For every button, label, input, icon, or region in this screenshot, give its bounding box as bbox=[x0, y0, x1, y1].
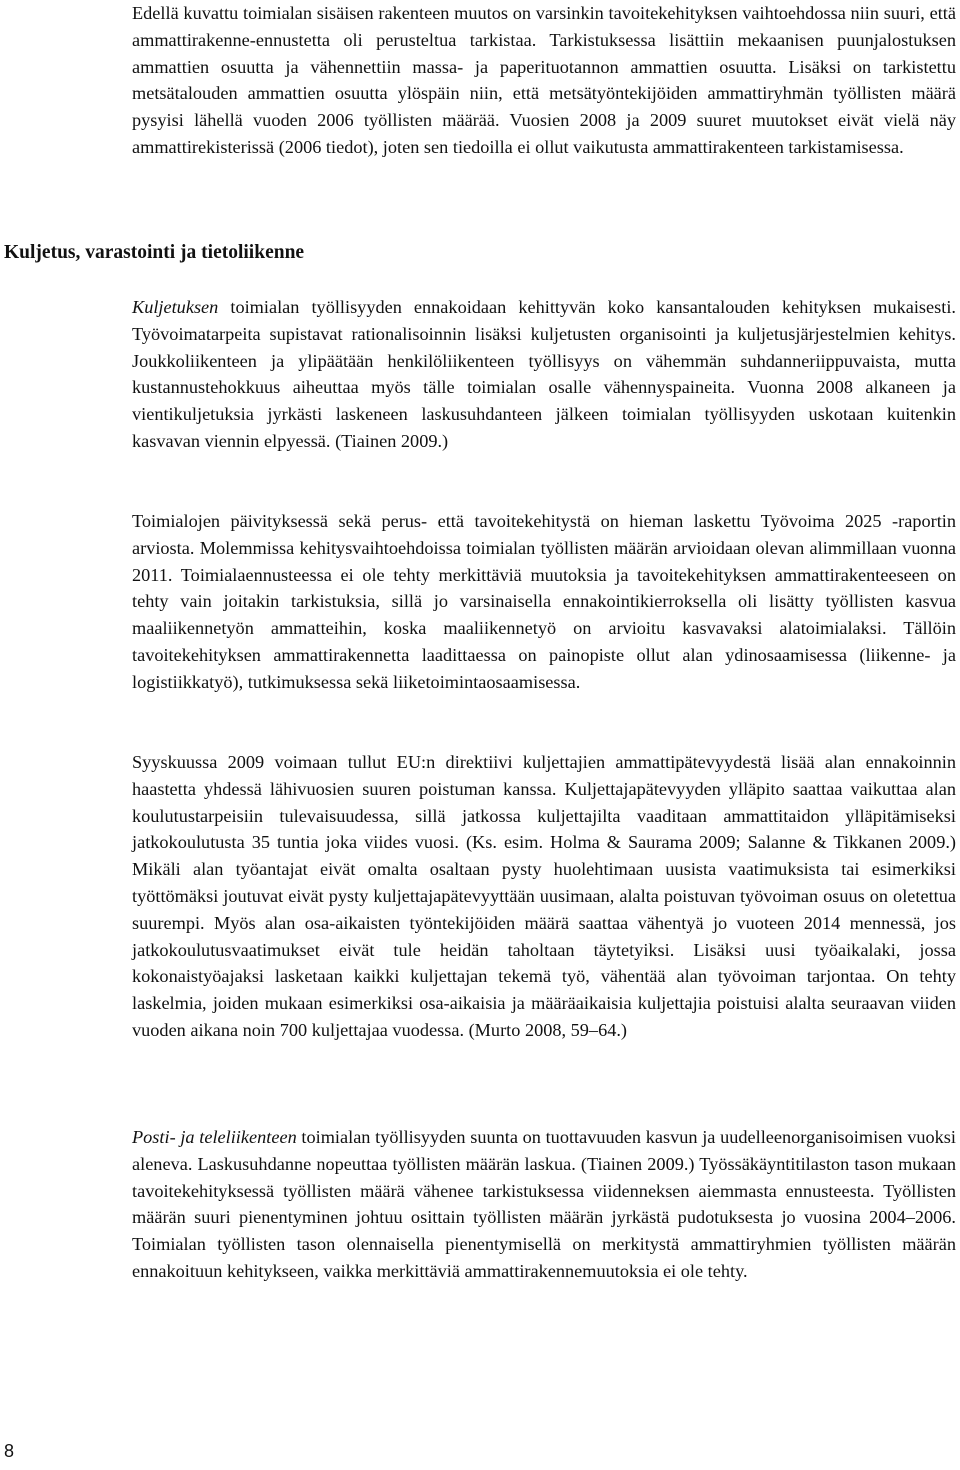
paragraph-text: Toimialojen päivityksessä sekä perus- että tavoitekehitystä on hieman laskettu Työvoima 2025 -raportin arviosta. Molemmissa kehitysvaihtoehdoissa toimialan työllisten määrän arvioidaan olevan alimmillaan vuonna 2011. Toimialaennusteessa ei ole tehty merkittäviä muutoksia ja tavoitekehityksen ammattirakenteeseen on tehty vain joitakin tarkistuksia, sillä jo varsinaisella ennakointikierroksella oli lisätty työllisten kasvua maaliikennetyön ammatteihin, koska maaliikennetyö on arvioitu kasvavaksi alatoimialaksi. Tällöin tavoitekehityksen ammattirakennetta laadittaessa on painopiste ollut alan ydinosaamisessa (liikenne- ja logistiikkatyö), tutkimuksessa sekä liiketoimintaosaamisessa. bbox=[132, 511, 956, 692]
page-number: 8 bbox=[4, 1441, 15, 1461]
paragraph-forestry-occupations bbox=[132, 0, 956, 161]
paragraph-text: Syyskuussa 2009 voimaan tullut EU:n direktiivi kuljettajien ammattipätevyydestä lisää alan ennakoinnin haastetta yhdessä lähivuosien suuren poistuman kanssa. Kuljettajapätevyyden ylläpito saattaa vaikuttaa alan koulutustarpeisiin tulevaisuudessa, sillä jatkossa kuljettajilta vaaditaan ammattitaidon ylläpitämiseksi jatkokoulutusta 35 tuntia joka viides vuosi. (Ks. esim. Holma & Saurama 2009; Salanne & Tikkanen 2009.) Mikäli alan työantajat eivät omalta osaltaan pysty huolehtimaan uusista vaatimuksista tai esimerkiksi työttömäksi joutuvat eivät pysty kuljettajapätevyyttään uusimaan, alalta poistuvan työvoiman osuus on oletettua suurempi. Myös alan osa-aikaisten työntekijöiden määrä saattaa vähentyä jo vuoteen 2014 mennessä, jos jatkokoulutusvaatimukset eivät tule heidän taholtaan täytetyiksi. Lisäksi uusi työaikalaki, jossa kokonaistyöajaksi lasketaan kaikki kuljettajan tekemä työ, vähentää alan työvoiman tarjontaa. On tehty laskelmia, joiden mukaan esimerkiksi osa-aikaisia ja määräaikaisia kuljettajia poistuisi alalta seuraavan viiden vuoden aikana noin 700 kuljettajaa vuodessa. (Murto 2008, 59–64.) bbox=[132, 752, 956, 1040]
paragraph-text: toimialan työllisyyden ennakoidaan kehittyvän koko kansantalouden kehityksen mukaisesti. Työvoimatarpeita supistavat rationalisoinnin lisäksi kuljetusten organisointi ja kuljetusjärjestelmien kehitys. Joukkoliikenteen ja ylipäätään henkilöliikenteen työllisyys on vähemmän suhdanneriippuvaista, mutta kustannustehokkuus aiheuttaa myös tälle toimialan osalle vähennyspaineita. Vuonna 2008 alkaneen ja vientikuljetuksia jyrkästi laskeneen laskusuhdanteen jälkeen toimialan työllisyyden uskotaan kuitenkin kasvavan viennin elpyessä. (Tiainen 2009.) bbox=[132, 297, 956, 451]
section-heading: Kuljetus, varastointi ja tietoliikenne bbox=[4, 242, 305, 263]
paragraph-post-telecom bbox=[132, 1124, 956, 1285]
paragraph-text: Edellä kuvattu toimialan sisäisen rakenteen muutos on varsinkin tavoitekehityksen vaihtoehdossa niin suuri, että ammattirakenne-ennustetta oli perusteltua tarkistaa. Tarkistuksessa lisättiin mekaanisen puunjalostuksen ammattien osuutta ja vähennettiin massa- ja paperituotannon ammattien osuutta. Lisäksi on tarkistettu metsätalouden ammattien osuutta ylöspäin niin, että metsätyöntekijöiden ammattiryhmän työllisten määrä pysyisi lähellä vuoden 2006 työllisten määrää. Vuosien 2008 ja 2009 suuret muutokset eivät vielä näy ammattirekisterissä (2006 tiedot), joten sen tiedoilla ei ollut vaikutusta ammattirakenteen tarkistamisessa. bbox=[132, 3, 956, 157]
paragraph-transport-employment bbox=[132, 294, 956, 455]
italic-term: Posti- ja teleliikenteen bbox=[132, 1127, 297, 1147]
paragraph-text: toimialan työllisyyden suunta on tuottavuuden kasvun ja uudelleenorganisoimisen vuoksi aleneva. Laskusuhdanne nopeuttaa työllisten määrän laskua. (Tiainen 2009.) Työssäkäyntitilaston tason mukaan tavoitekehityksessä työllisten määrä vähenee tarkistuksessa viidenneksen aiemmasta ennusteesta. Työllisten määrän suuri pienentyminen johtuu osittain työllisten määrän jyrkästä pudotuksesta jo vuosina 2004–2006. Toimialan työllisten tason olennaisella pienentymisellä on merkitystä ammattiryhmien työllisten määrän ennakoituun kehitykseen, vaikka merkittäviä ammattirakennemuutoksia ei ole tehty. bbox=[132, 1127, 956, 1281]
paragraph-sector-update bbox=[132, 508, 956, 696]
paragraph-eu-directive bbox=[132, 749, 956, 1044]
italic-term: Kuljetuksen bbox=[132, 297, 219, 317]
